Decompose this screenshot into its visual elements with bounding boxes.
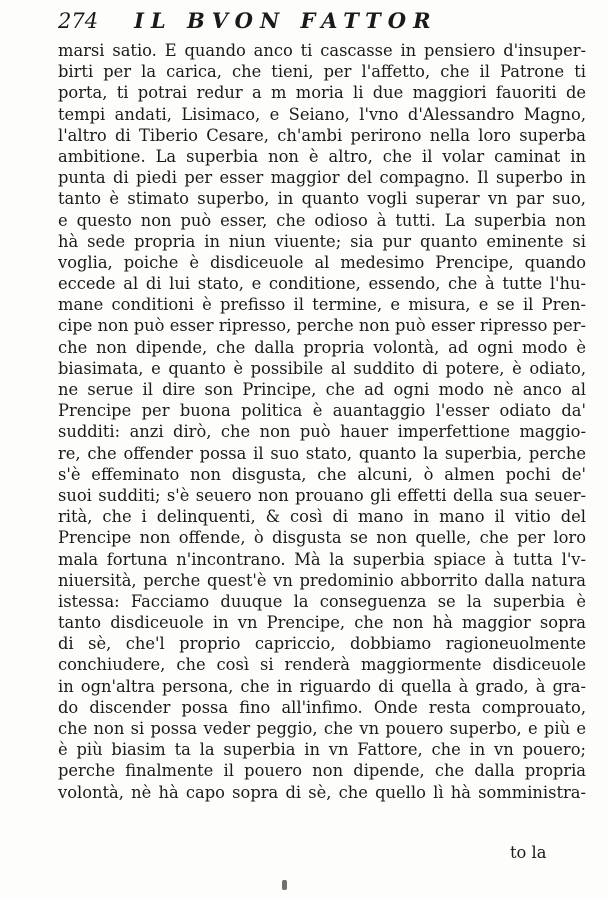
text-line: porta, ti potrai redur a m moria li due maggiori fauoriti de — [58, 83, 586, 103]
text-line: eccede al di lui stato, e conditione, essendo, che à tutte l'hu- — [58, 274, 586, 294]
text-line: marsi satio. E quando anco ti cascasse in pensiero d'insuper- — [58, 41, 586, 60]
text-line: re, che offender possa il suo stato, quanto la superbia, perche — [58, 443, 586, 463]
text-line: tanto disdiceuole in vn Prencipe, che non hà maggior sopra — [58, 613, 586, 633]
catchword: to la — [510, 843, 547, 862]
text-line: mane conditioni è prefisso il termine, e misura, e se il Pren- — [58, 295, 586, 315]
text-line: rità, che i delinquenti, & così di mano in mano il vitio del — [58, 507, 586, 527]
text-line: punta di piedi per esser maggior del compagno. Il superbo in — [58, 168, 586, 188]
text-line: s'è effeminato non disgusta, che alcuni, ò almen pochi de' — [58, 464, 586, 484]
text-line: di sè, che'l proprio capriccio, dobbiamo ragioneuolmente — [58, 634, 586, 654]
text-line: ne serue il dire son Principe, che ad ogni modo nè anco al — [58, 380, 586, 399]
text-line: voglia, poiche è disdiceuole al medesimo Prencipe, quando — [58, 252, 586, 272]
text-line: l'altro di Tiberio Cesare, ch'ambi perirono nella loro superba — [58, 125, 586, 145]
text-line: che non si possa veder peggio, che vn pouero superbo, e più e — [58, 719, 586, 738]
text-line: conchiudere, che così si renderà maggiormente disdiceuole — [58, 655, 586, 675]
text-line: cipe non può esser ripresso, perche non può esser ripresso per- — [58, 316, 586, 336]
text-line: suoi sudditi; s'è seuero non prouano gli effetti della sua seuer- — [58, 485, 586, 505]
text-line: istessa: Facciamo duuque la conseguenza se la superbia è — [58, 591, 586, 611]
text-line: sudditi: anzi dirò, che non può hauer imperfettione maggio- — [58, 422, 586, 442]
ink-smudge — [282, 880, 287, 890]
text-line: birti per la carica, che tieni, per l'affetto, che il Patrone ti — [58, 62, 586, 82]
text-line: è più biasim ta la superbia in vn Fattore, che in vn pouero; — [58, 740, 586, 760]
running-title: IL BVON FATTOR — [134, 8, 438, 33]
text-line: tempi andati, Lisimaco, e Seiano, l'vno d'Alessandro Magno, — [58, 104, 586, 124]
text-line: tanto è stimato superbo, in quanto vogli superar vn par suo, — [58, 189, 586, 209]
page-number: 274 — [58, 9, 99, 33]
text-line: e questo non può esser, che odioso à tutti. La superbia non — [58, 210, 586, 230]
text-line: mala fortuna n'incontrano. Mà la superbia spiace à tutta l'v- — [58, 549, 586, 569]
text-line: Prencipe per buona politica è auantaggio l'esser odiato da' — [58, 401, 586, 421]
text-line: volontà, nè hà capo sopra di sè, che quello lì hà somministra- — [58, 782, 586, 802]
page-header — [58, 8, 578, 42]
text-line: che non dipende, che dalla propria volontà, ad ogni modo è — [58, 337, 586, 357]
text-line: ambitione. La superbia non è altro, che il volar caminat in — [58, 146, 586, 166]
text-line: in ogn'altra persona, che in riguardo di quella à grado, à gra- — [58, 676, 586, 696]
text-line: niuersità, perche quest'è vn predominio abborrito dalla natura — [58, 570, 586, 590]
text-line: biasimata, e quanto è possibile al suddito di potere, è odiato, — [58, 358, 586, 378]
text-line: do discender possa fino all'infimo. Onde resta comprouato, — [58, 697, 586, 717]
body-text — [58, 40, 586, 803]
text-line: Prencipe non offende, ò disgusta se non quelle, che per loro — [58, 528, 586, 548]
text-line: perche finalmente il pouero non dipende, che dalla propria — [58, 761, 586, 781]
text-line: hà sede propria in niun viuente; sia pur quanto eminente si — [58, 231, 586, 251]
